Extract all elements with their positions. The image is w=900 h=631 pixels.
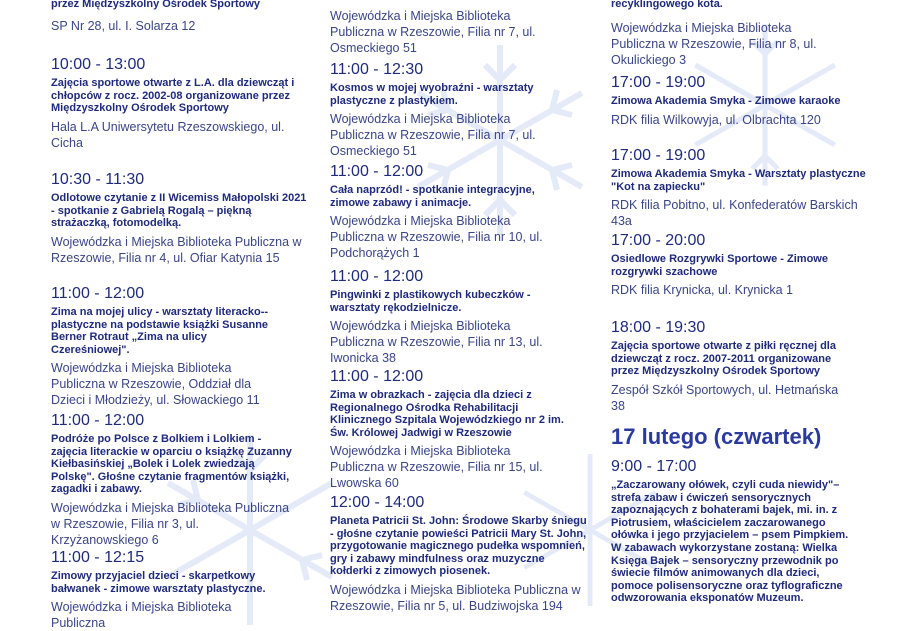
event-item — [330, 163, 565, 261]
event-item — [330, 494, 588, 614]
event-time: 11:00 - 12:30 — [330, 61, 424, 78]
event-title: przez Międzyszkolny Ośrodek Sportowy — [51, 0, 261, 10]
event-title: Kosmos w mojej wyobraźni - warsztaty plastyczne z plastykiem. — [330, 82, 534, 107]
event-time: 11:00 - 12:00 — [51, 412, 145, 429]
event-time: 12:00 - 14:00 — [330, 494, 425, 511]
event-title: Zimowy przyjaciel dzieci - skarpetkowy bałwanek - zimowe warsztaty plastyczne. — [51, 570, 266, 595]
event-time: 10:30 - 11:30 — [51, 171, 145, 188]
event-title: Zajęcia sportowe otwarte z L.A. dla dziewcząt i chłopców z rocz. 2002-08 organizowane przez Międzyszkolny Ośrodek Sportowy — [51, 77, 295, 115]
event-item — [330, 268, 565, 366]
event-item — [611, 147, 866, 229]
event-item — [611, 458, 851, 605]
event-item — [611, 232, 851, 298]
event-location: Wojewódzka i Miejska Biblioteka Publiczna w Rzeszowie, Filia nr 3, ul. Krzyżanowskiego 6 — [51, 500, 290, 547]
event-item — [330, 368, 565, 491]
event-title: Zima w obrazkach - zajęcia dla dzieci z Regionalnego Ośrodka Rehabilitacji Klinicznego Szpitala Wojewódzkiego nr 2 im. Św. Królowej Jadwigi w Rzeszowie — [330, 389, 564, 439]
event-location: Wojewódzka i Miejska Biblioteka Publiczna w Rzeszowie, Filia nr 7, ul. Osmeckiego 51 — [330, 9, 536, 55]
event-item — [51, 412, 293, 548]
event-item — [51, 171, 309, 266]
event-location: RDK filia Pobitno, ul. Konfederatów Barskich 43a — [611, 198, 858, 229]
event-location: Wojewódzka i Miejska Biblioteka Publiczna — [51, 600, 232, 631]
event-location: RDK filia Wilkowyja, ul. Olbrachta 120 — [611, 112, 821, 127]
event-title: Zimowa Akademia Smyka - Warsztaty plastyczne "Kot na zapiecku" — [611, 168, 866, 193]
event-title: Zima na mojej ulicy - warsztaty literacko--plastyczne na podstawie książki Susanne Berner Rotraut „Zima na ulicy Czereśniowej". — [51, 306, 269, 356]
event-time: 17:00 - 19:00 — [611, 147, 706, 164]
event-location: Wojewódzka i Miejska Biblioteka Publiczna w Rzeszowie, Filia nr 4, ul. Ofiar Katynia 15 — [51, 234, 302, 265]
event-title: Cała naprzód! - spotkanie integracyjne, zimowe zabawy i animacje. — [330, 184, 535, 209]
event-item — [51, 56, 301, 151]
event-location: RDK filia Krynicka, ul. Krynicka 1 — [611, 283, 794, 298]
event-location: Zespół Szkół Sportowych, ul. Hetmańska 38 — [611, 382, 839, 413]
event-time: 11:00 - 12:00 — [51, 285, 145, 302]
event-item — [51, 549, 283, 631]
event-title: recyklingowego kota. — [611, 0, 723, 10]
event-location: Wojewódzka i Miejska Biblioteka Publiczna w Rzeszowie, Filia nr 8, ul. Okulickiego 3 — [611, 21, 817, 67]
day-heading: 17 lutego (czwartek) — [611, 424, 822, 449]
event-location: Wojewódzka i Miejska Biblioteka Publiczna w Rzeszowie, Filia nr 5, ul. Budziwojska 194 — [330, 582, 581, 613]
event-item — [51, 285, 283, 408]
event-location: Wojewódzka i Miejska Biblioteka Publiczna w Rzeszowie, Filia nr 7, ul. Osmeckiego 51 — [330, 112, 536, 159]
event-title: Podróże po Polsce z Bolkiem i Lolkiem - zajęcia literackie w oparciu o książkę Zuzanny Kiełbasińskiej „Bolek i Lolek zwiedzają Polskę". Głośne czytanie fragmentów książki, zagadki i zabawy. — [51, 433, 292, 496]
event-title: Odlotowe czytanie z II Wicemiss Małopolski 2021 - spotkanie z Gabrielą Rogalą – piękną strażaczką, fotomodelką. — [51, 192, 307, 230]
event-location: Hala L.A Uniwersytetu Rzeszowskiego, ul. Cicha — [51, 119, 285, 150]
event-location: Wojewódzka i Miejska Biblioteka Publiczna w Rzeszowie, Filia nr 10, ul. Podchorążych 1 — [330, 214, 543, 261]
event-location: Wojewódzka i Miejska Biblioteka Publiczna w Rzeszowie, Filia nr 15, ul. Lwowska 60 — [330, 444, 543, 491]
event-time: 17:00 - 19:00 — [611, 74, 706, 91]
event-title: Zajęcia sportowe otwarte z piłki ręcznej dla dziewcząt z rocz. 2007-2011 organizowane przez Międzyszkolny Ośrodek Sportowy — [611, 340, 836, 378]
event-item — [330, 61, 565, 159]
event-title: Planeta Patricii St. John: Środowe Skarby śniegu - głośne czytanie powieści Patricii Mary St. John, przygotowanie magicznego pudełka wspomnień, gry i zabawy mindfulness oraz muzyczne kołderki z zimowych piosenek. — [330, 515, 587, 578]
event-time: 9:00 - 17:00 — [611, 458, 697, 475]
event-item — [611, 319, 851, 414]
event-time: 17:00 - 20:00 — [611, 232, 706, 249]
event-time: 11:00 - 12:00 — [330, 368, 424, 385]
event-location: Wojewódzka i Miejska Biblioteka Publiczna w Rzeszowie, Filia nr 13, ul. Iwonicka 38 — [330, 319, 543, 366]
event-item — [611, 74, 851, 128]
event-title: Osiedlowe Rozgrywki Sportowe - Zimowe rozgrywki szachowe — [611, 253, 828, 278]
event-location: SP Nr 28, ul. I. Solarza 12 — [51, 19, 196, 33]
event-time: 11:00 - 12:15 — [51, 549, 145, 566]
event-location: Wojewódzka i Miejska Biblioteka Publiczna w Rzeszowie, Oddział dla Dzieci i Młodzieży, ul. Słowackiego 11 — [51, 361, 260, 408]
event-title: Pingwinki z plastikowych kubeczków - warsztaty rękodzielnicze. — [330, 289, 531, 314]
event-title: „Zaczarowany ołówek, czyli cuda niewidy"– strefa zabaw i ćwiczeń sensorycznych zapoznających z bohaterami bajek, mi. in. z Piotrusiem, właścicielem zaczarowanego ołówka i jego przyjacielem – psem Pimpkiem. W zabawach wykorzystane zostaną: Wielka Księga Bajek – sensoryczny przewodnik po świecie filmów animowanych dla dzieci, pomoce polisensoryczne oraz tyflograficzne odwzorowania eksponatów Muzeum. — [611, 479, 849, 605]
event-time: 18:00 - 19:30 — [611, 319, 706, 336]
event-time: 11:00 - 12:00 — [330, 163, 424, 180]
event-time: 10:00 - 13:00 — [51, 56, 146, 73]
event-title: Zimowa Akademia Smyka - Zimowe karaoke — [611, 95, 841, 107]
event-time: 11:00 - 12:00 — [330, 268, 424, 285]
